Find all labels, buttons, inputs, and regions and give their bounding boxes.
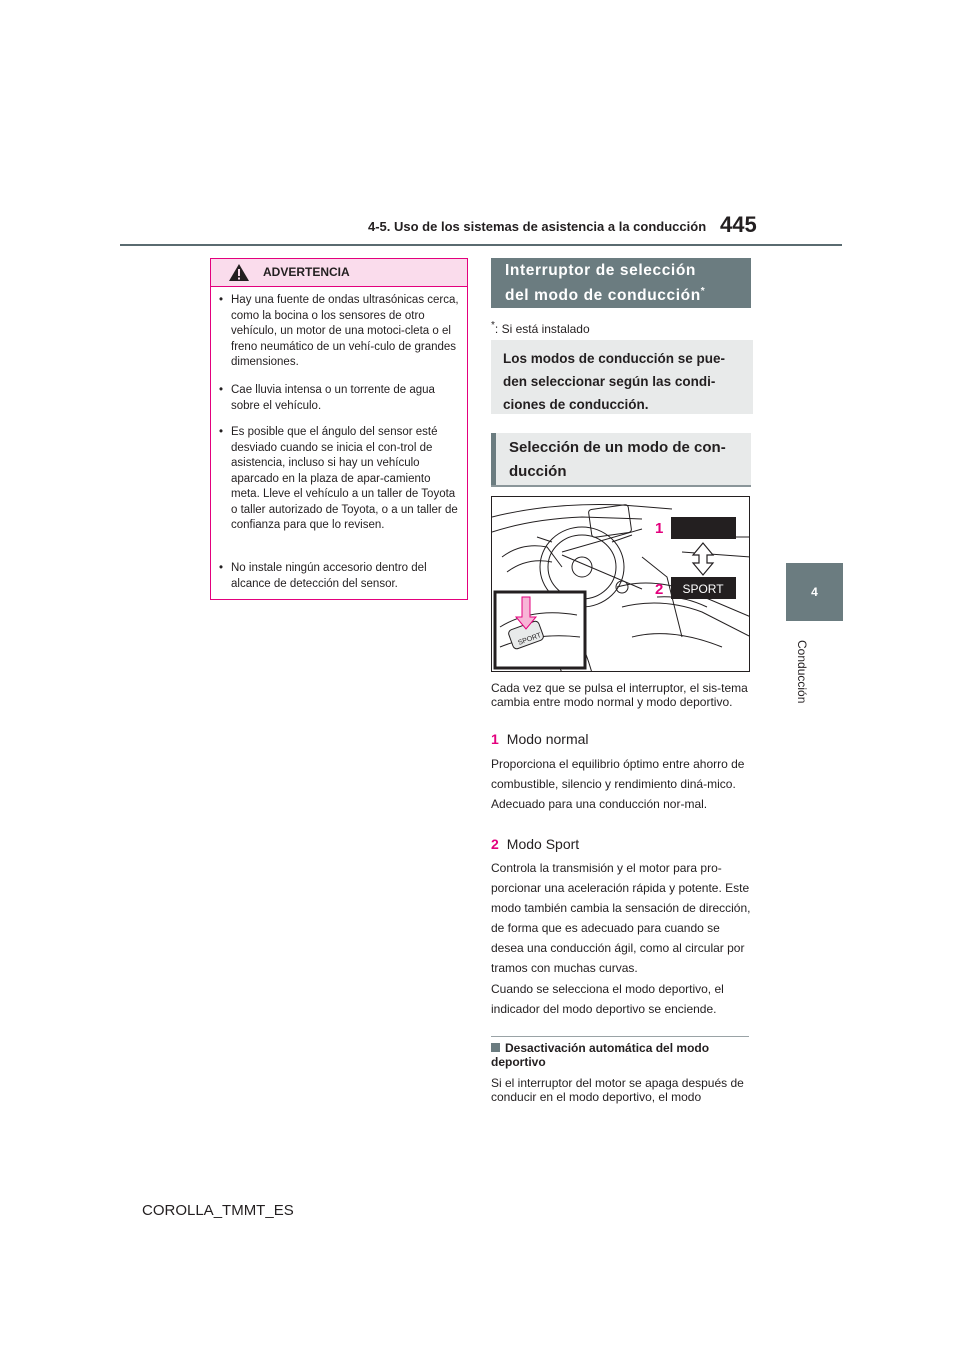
- chapter-label-text: Conducción: [795, 640, 809, 704]
- warning-item: • Hay una fuente de ondas ultrasónicas cerca, como la bocina o los sensores de otro vehículo, un motor de una motoci-cleta o el freno neumático de un vehí-culo de grandes dimensiones.: [219, 294, 459, 368]
- subheading-line: ducción: [509, 463, 567, 480]
- footnote-mark: *: [700, 286, 706, 297]
- item-2-heading: [491, 836, 579, 852]
- section-title: 4-5. Uso de los sistemas de asistencia a la conducción: [368, 219, 707, 234]
- intro-paragraph: Cada vez que se pulsa el interruptor, el sis-tema cambia entre modo normal y modo deportivo.: [491, 681, 748, 709]
- toggle-arrow-icon: [693, 543, 713, 575]
- subheading: [491, 433, 751, 485]
- header-divider: [120, 244, 842, 246]
- lead-line: den seleccionar según las condi-: [503, 374, 716, 389]
- item-1-number: 1: [491, 731, 499, 747]
- main-heading: [491, 258, 751, 308]
- main-heading-line1: Interruptor de selección: [505, 262, 696, 279]
- footer-model-code: COROLLA_TMMT_ES: [142, 1202, 294, 1219]
- sport-button-label: SPORT: [517, 632, 543, 647]
- warning-title: ADVERTENCIA: [263, 265, 350, 279]
- warning-box: [210, 258, 468, 600]
- item-2-title: Modo Sport: [506, 836, 580, 852]
- warning-item: • Cae lluvia intensa o un torrente de agua sobre el vehículo.: [219, 384, 435, 412]
- callout-1: 1: [655, 520, 664, 537]
- item-1-title: Modo normal: [506, 731, 589, 747]
- warning-item: • No instale ningún accesorio dentro del alcance de detección del sensor.: [219, 562, 427, 590]
- item-2-text: Controla la transmisión y el motor para pro-porcionar una aceleración rápida y potente. Este modo también cambia la sensación de dirección, de forma que es adecuado para cuando se desea una conducción ágil, como al circular por tramos con muchas curvas.: [491, 861, 751, 975]
- subheading-rule: [491, 485, 751, 487]
- chapter-tab: 4: [786, 563, 843, 621]
- footnote-mark: *: [491, 320, 495, 331]
- item-1-text: Proporciona el equilibrio óptimo entre ahorro de combustible, silencio y rendimiento diná-mico. Adecuado para una conducción nor-mal.: [491, 757, 745, 811]
- item-2-number: 2: [491, 836, 499, 852]
- car-interior-drawing: [492, 497, 750, 672]
- main-heading-line2: del modo de conducción: [505, 287, 701, 305]
- lead-line: Los modos de conducción se pue-: [503, 351, 726, 366]
- item-1-heading: [491, 731, 589, 747]
- sport-display-text: SPORT: [682, 582, 724, 596]
- square-bullet-icon: [491, 1043, 500, 1052]
- warning-item: • Es posible que el ángulo del sensor esté desviado cuando se inicia el con-trol de asistencia, incluso si hay un vehículo aparcado en la plaza de apar-camiento meta. Lleve el vehículo a un taller de Toyota o taller autorizado de Toyota, o a un taller de confianza para que lo revisen.: [219, 426, 458, 531]
- warning-triangle-icon: [228, 263, 250, 282]
- chapter-label: [785, 640, 845, 740]
- normal-mode-display: [671, 517, 736, 539]
- subheading-line: Selección de un modo de con-: [509, 439, 726, 456]
- lead-line: ciones de conducción.: [503, 397, 649, 412]
- note-title: Desactivación automática del modo deportivo: [491, 1041, 710, 1069]
- note-divider: [491, 1036, 749, 1037]
- drive-mode-illustration: [491, 496, 750, 672]
- callout-2: 2: [655, 581, 664, 598]
- lead-box: [491, 340, 753, 414]
- footnote-text: : Si está instalado: [494, 322, 590, 336]
- footnote: [491, 320, 590, 336]
- item-2-text-2: Cuando se selecciona el modo deportivo, el indicador del modo deportivo se enciende.: [491, 982, 724, 1016]
- note-heading: [491, 1041, 753, 1069]
- page-number: 445: [720, 212, 757, 237]
- note-text: Si el interruptor del motor se apaga después de conducir en el modo deportivo, el modo: [491, 1076, 744, 1104]
- warning-header: [211, 259, 467, 287]
